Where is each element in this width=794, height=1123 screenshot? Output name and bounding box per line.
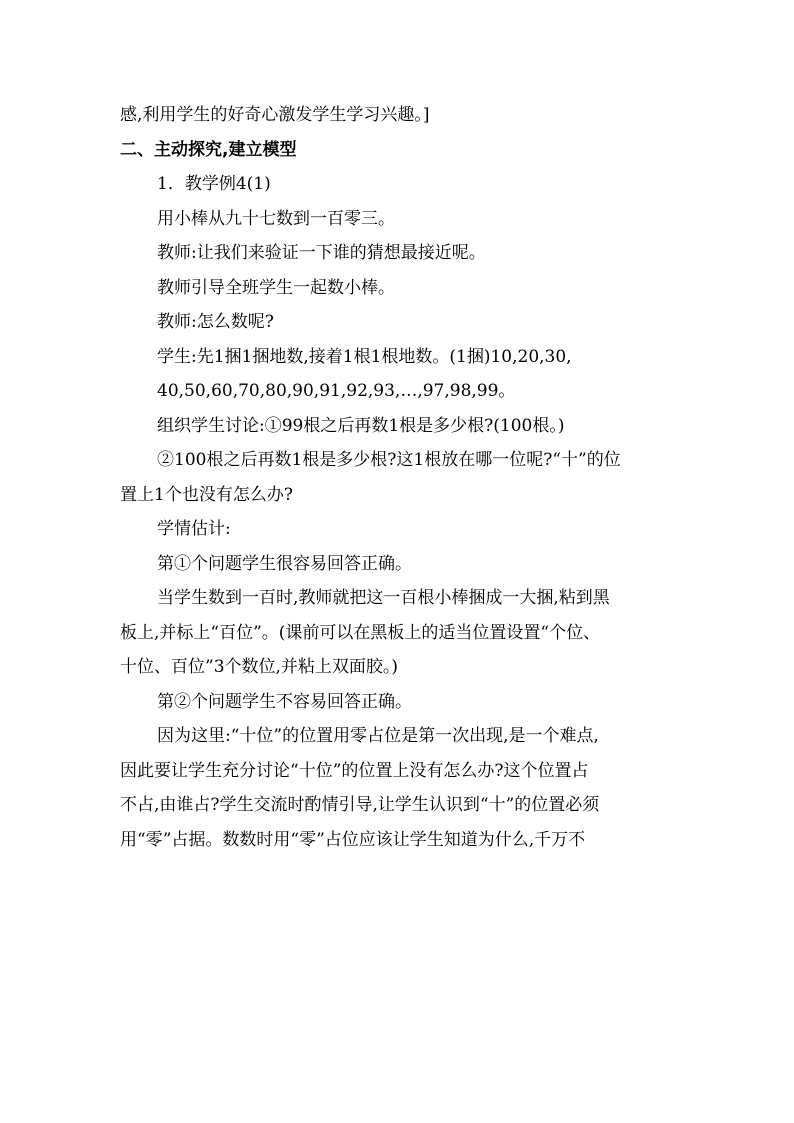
text-line: ②100根之后再数1根是多少根?这1根放在哪一位呢?“十”的位: [157, 450, 621, 470]
text-line: 置上1个也没有怎么办?: [120, 484, 293, 505]
text-line: 学生:先1捆1捆地数,接着1根1根地数。(1捆)10,20,30,: [157, 346, 572, 367]
text-line: 教师引导全班学生一起数小棒。: [157, 277, 395, 298]
text-line: 学情估计:: [157, 519, 231, 539]
text-line: 教师:怎么数呢?: [157, 312, 274, 332]
text-line: 用“零”占据。数数时用“零”占位应该让学生知道为什么,千万不: [120, 829, 586, 850]
subsection-title: 1．教学例4(1): [157, 174, 271, 194]
text-line: 第②个问题学生不容易回答正确。: [157, 691, 412, 712]
text-line: 感,利用学生的好奇心激发学生学习兴趣。]: [120, 105, 430, 125]
text-line: 40,50,60,70,80,90,91,92,93,…,97,98,99。: [157, 381, 516, 401]
text-line: 教师:让我们来验证一下谁的猜想最接近呢。: [157, 243, 486, 263]
text-line: 板上,并标上“百位”。(课前可以在黑板上的适当位置设置“个位、: [120, 622, 601, 643]
section-heading: 二、主动探究,建立模型: [120, 139, 297, 160]
text-line: 不占,由谁占?学生交流时酌情引导,让学生认识到“十”的位置必须: [120, 795, 600, 815]
text-line: 因为这里:“十位”的位置用零占位是第一次出现,是一个难点,: [157, 726, 599, 746]
text-line: 组织学生讨论:①99根之后再数1根是多少根?(100根。): [157, 415, 565, 436]
text-line: 第①个问题学生很容易回答正确。: [157, 553, 412, 574]
text-line: 当学生数到一百时,教师就把这一百根小棒捆成一大捆,粘到黑: [157, 588, 610, 608]
document-page: [120, 98, 680, 857]
text-line: 十位、百位”3个数位,并粘上双面胶。): [120, 657, 399, 677]
text-line: 用小棒从九十七数到一百零三。: [157, 208, 395, 229]
text-line: 因此要让学生充分讨论“十位”的位置上没有怎么办?这个位置占: [120, 760, 589, 781]
